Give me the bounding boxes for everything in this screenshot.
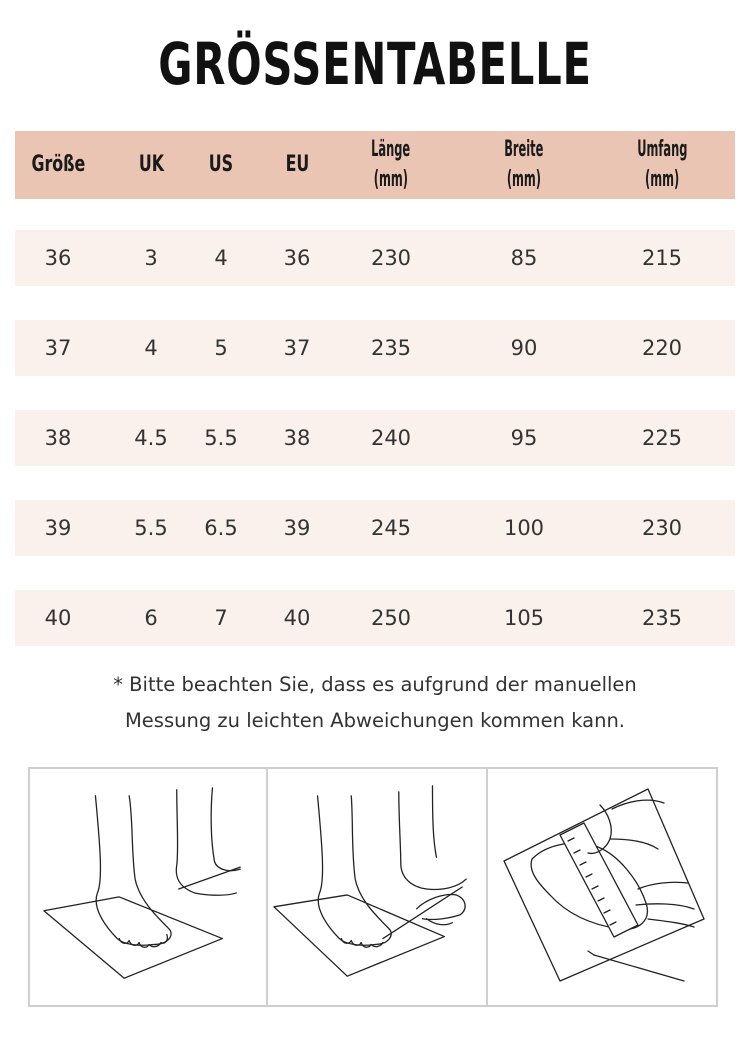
cell-length: 250	[370, 606, 412, 630]
cell-us: 7	[214, 606, 228, 630]
ruler-measuring-illustration	[488, 769, 716, 1005]
cell-girth: 225	[641, 426, 683, 450]
cell-girth: 230	[641, 516, 683, 540]
cell-length: 245	[370, 516, 412, 540]
cell-us: 5.5	[204, 426, 238, 450]
cell-length: 230	[370, 246, 412, 270]
page-title: GRÖSSENTABELLE	[158, 30, 592, 98]
cell-girth: 220	[641, 336, 683, 360]
cell-eu: 38	[283, 426, 311, 450]
cell-eu: 37	[283, 336, 311, 360]
table-row	[15, 590, 735, 646]
header-width: Breite (mm)	[504, 137, 544, 192]
cell-width: 95	[510, 426, 538, 450]
cell-us: 5	[214, 336, 228, 360]
cell-size: 40	[44, 606, 72, 630]
cell-size: 38	[44, 426, 72, 450]
cell-size: 39	[44, 516, 72, 540]
cell-us: 4	[214, 246, 228, 270]
table-row	[15, 320, 735, 376]
cell-uk: 6	[144, 606, 158, 630]
cell-eu: 36	[283, 246, 311, 270]
note-line-1: * Bitte beachten Sie, dass es aufgrund der manuellen	[113, 673, 637, 696]
cell-length: 240	[370, 426, 412, 450]
table-header	[15, 131, 735, 199]
cell-girth: 235	[641, 606, 683, 630]
note-line-2: Messung zu leichten Abweichungen kommen kann.	[124, 709, 626, 732]
header-us: US	[208, 152, 234, 177]
cell-size: 36	[44, 246, 72, 270]
measurement-note	[0, 667, 750, 739]
tracing-foot-illustration	[268, 769, 488, 1005]
header-girth: Umfang (mm)	[636, 137, 688, 192]
cell-girth: 215	[641, 246, 683, 270]
table-row	[15, 410, 735, 466]
header-size: Größe	[31, 152, 85, 177]
cell-uk: 4.5	[134, 426, 168, 450]
header-uk: UK	[138, 152, 164, 177]
header-eu: EU	[285, 152, 309, 177]
cell-uk: 3	[144, 246, 158, 270]
cell-size: 37	[44, 336, 72, 360]
table-row	[15, 230, 735, 286]
cell-width: 105	[503, 606, 545, 630]
cell-width: 85	[510, 246, 538, 270]
cell-eu: 40	[283, 606, 311, 630]
cell-width: 100	[503, 516, 545, 540]
cell-uk: 5.5	[134, 516, 168, 540]
cell-us: 6.5	[204, 516, 238, 540]
measuring-illustrations	[28, 767, 718, 1007]
foot-on-paper-illustration	[30, 769, 268, 1005]
header-length: Länge (mm)	[371, 137, 411, 192]
table-row	[15, 500, 735, 556]
cell-width: 90	[510, 336, 538, 360]
cell-uk: 4	[144, 336, 158, 360]
cell-length: 235	[370, 336, 412, 360]
cell-eu: 39	[283, 516, 311, 540]
